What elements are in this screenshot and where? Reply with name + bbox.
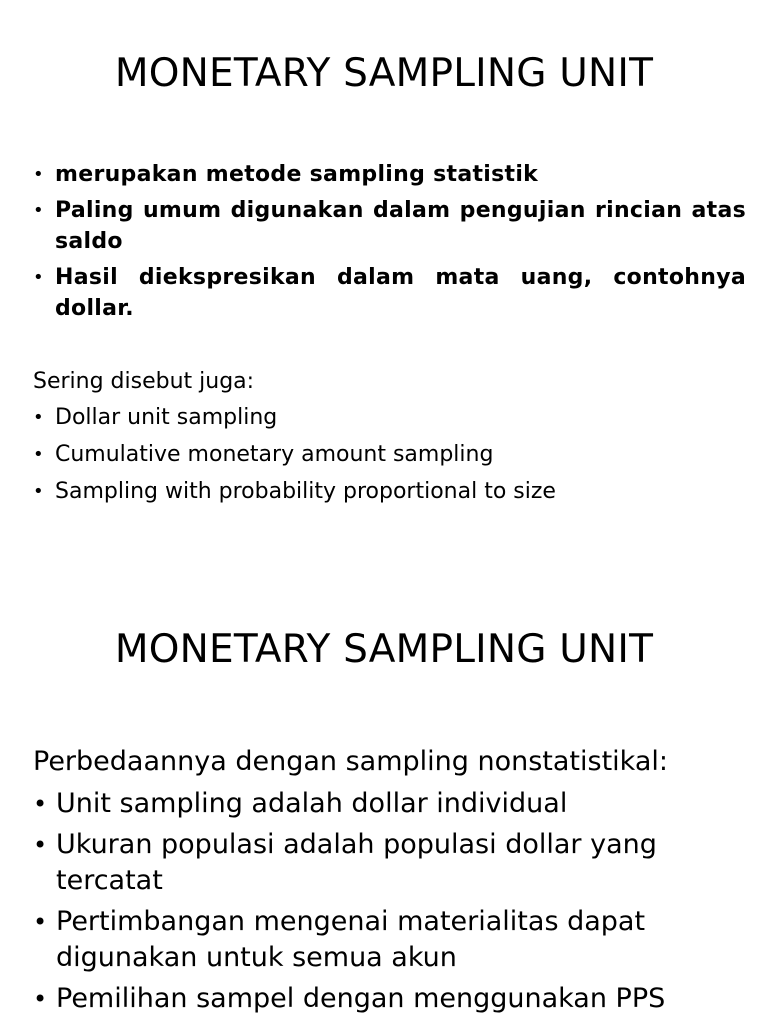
difference-list — [33, 786, 746, 1022]
list-item: • Sampling with probability proportional to size — [33, 476, 746, 507]
aka-list — [33, 402, 746, 513]
slide-title: MONETARY SAMPLING UNIT — [114, 627, 654, 672]
slide-title: MONETARY SAMPLING UNIT — [114, 51, 654, 96]
definition-list — [33, 159, 746, 329]
list-item: • Paling umum digunakan dalam pengujian rincian atas saldo — [33, 195, 746, 257]
list-item: • merupakan metode sampling statistik — [33, 159, 746, 190]
slide-2 — [0, 576, 768, 1024]
list-item: • Dollar unit sampling — [33, 402, 746, 433]
list-item: • Pemilihan sampel dengan menggunakan PPS — [33, 981, 746, 1017]
list-item: • Cumulative monetary amount sampling — [33, 439, 746, 470]
list-item: • Unit sampling adalah dollar individual — [33, 786, 746, 822]
list-item: • Pertimbangan mengenai materialitas dapat digunakan untuk semua akun — [33, 904, 746, 976]
difference-heading: Perbedaannya dengan sampling nonstatistikal: — [33, 746, 668, 777]
aka-heading: Sering disebut juga: — [33, 369, 255, 394]
list-item: • Hasil diekspresikan dalam mata uang, contohnya dollar. — [33, 262, 746, 324]
list-item: • Ukuran populasi adalah populasi dollar yang tercatat — [33, 827, 746, 899]
